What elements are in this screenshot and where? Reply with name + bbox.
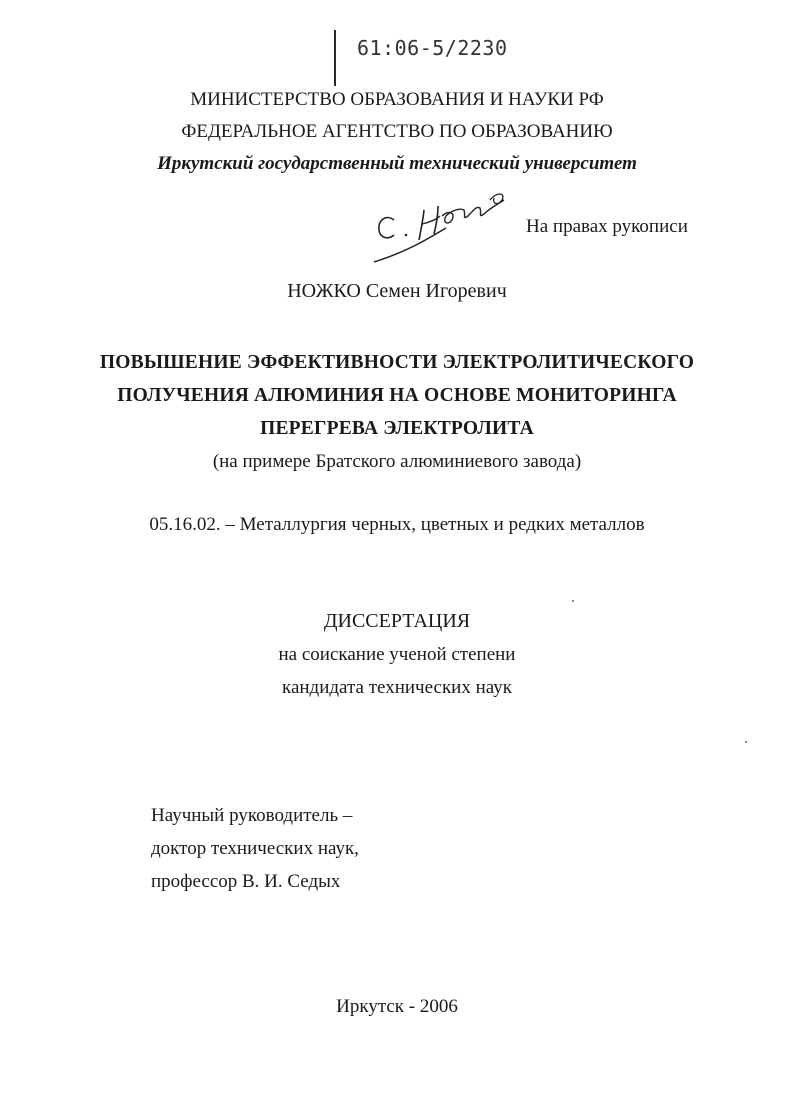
- agency-heading: ФЕДЕРАЛЬНОЕ АГЕНТСТВО ПО ОБРАЗОВАНИЮ: [181, 121, 613, 142]
- stamp-code: 61:06-5/2230: [357, 36, 508, 60]
- supervisor-line-2: доктор технических наук,: [151, 838, 359, 859]
- specialty-code: 05.16.02. – Металлургия черных, цветных и редких металлов: [149, 514, 645, 535]
- author-name: НОЖКО Семен Игоревич: [287, 280, 507, 302]
- handwritten-signature: [366, 180, 526, 270]
- ministry-heading: МИНИСТЕРСТВО ОБРАЗОВАНИЯ И НАУКИ РФ: [190, 89, 604, 110]
- title-subtitle: (на примере Братского алюминиевого завода): [212, 451, 582, 472]
- title-line-3: ПЕРЕГРЕВА ЭЛЕКТРОЛИТА: [260, 418, 534, 439]
- stamp-divider: [334, 30, 336, 86]
- scan-speck: [572, 600, 574, 602]
- supervisor-line-1: Научный руководитель –: [151, 805, 353, 826]
- degree-line-2: кандидата технических наук: [282, 677, 512, 698]
- degree-line-1: на соискание ученой степени: [278, 644, 516, 665]
- university-name: Иркутский государственный технический университет: [157, 153, 637, 174]
- supervisor-line-3: профессор В. И. Седых: [151, 871, 341, 892]
- scan-speck: [745, 741, 747, 743]
- document-type: ДИССЕРТАЦИЯ: [323, 610, 471, 632]
- title-line-1: ПОВЫШЕНИЕ ЭФФЕКТИВНОСТИ ЭЛЕКТРОЛИТИЧЕСКОГО: [99, 352, 695, 373]
- rights-note: На правах рукописи: [526, 216, 688, 237]
- city-year: Иркутск - 2006: [336, 996, 458, 1017]
- title-line-2: ПОЛУЧЕНИЯ АЛЮМИНИЯ НА ОСНОВЕ МОНИТОРИНГА: [117, 385, 677, 406]
